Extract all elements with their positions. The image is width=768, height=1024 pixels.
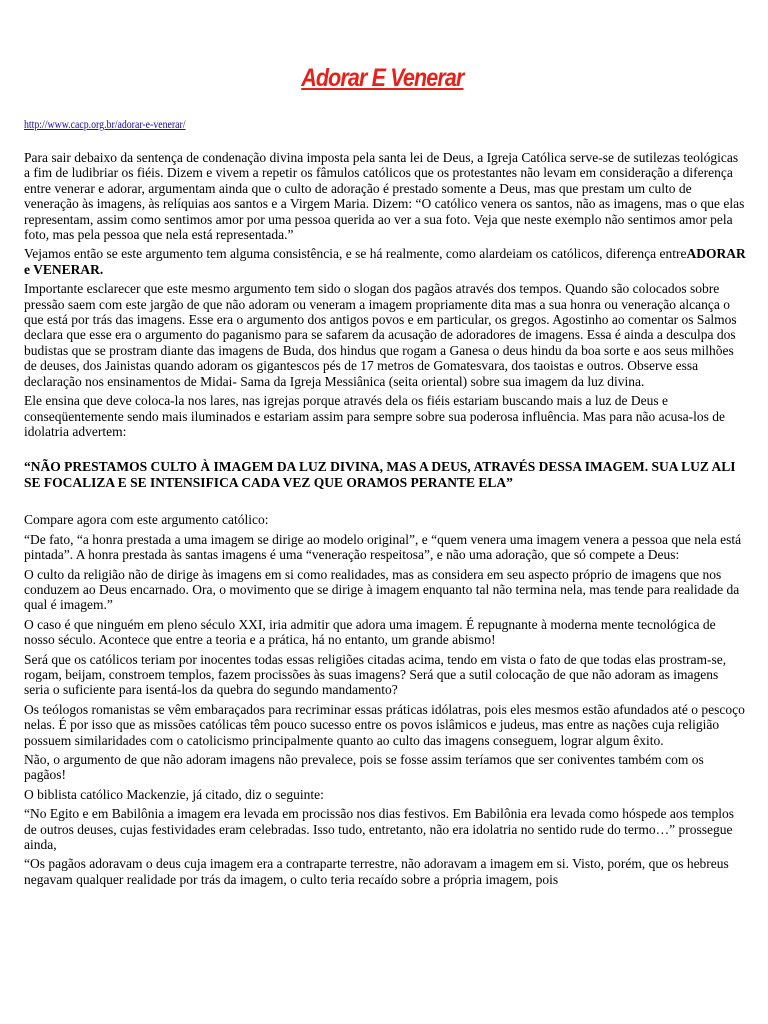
- bold-phrase: ADORAR e VENERAR.: [24, 246, 746, 277]
- paragraph-text: Vejamos então se este argumento tem alguma consistência, e se há realmente, como alardeiam os católicos, diferença entre: [24, 246, 687, 262]
- paragraph: “Os pagãos adoravam o deus cuja imagem era a contraparte terrestre, não adoravam a imagem em si. Visto, porém, que os hebreus negavam qualquer realidade por trás da imagem, o culto teria recaído sobre a própria imagem, pois: [24, 856, 729, 887]
- paragraph: O culto da religião não de dirige às imagens em si como realidades, mas as considera em seu aspecto próprio de imagens que nos conduzem ao Deus encarnado. Ora, o movimento que se dirige à imagem enquanto tal não termina nela, mas tende para realidade da qual é imagem.”: [24, 566, 740, 613]
- paragraph: Para sair debaixo da sentença de condenação divina imposta pela santa lei de Deus, a Igreja Católica serve-se de sutilezas teológicas a fim de ludibriar os fiéis. Dizem e vivem a repetir os fâmulos católicos que os protestantes não levam em consideração a diferença entre venerar e adorar, argumentam ainda que o culto de adoração é prestado somente a Deus, mas que prestam um culto de veneração às imagens, às relíquias aos santos e a Virgem Maria. Dizem: “O católico venera os santos, não as imagens, mas o que elas representam, assim como sentimos amor por uma pessoa querida ao ver a sua foto. Veja que neste exemplo não sentimos amor pela foto, mas pela pessoa que nela está representada.”: [24, 150, 745, 243]
- paragraph: [24, 246, 746, 277]
- source-link[interactable]: http://www.cacp.org.br/adorar-e-venerar/: [24, 117, 186, 131]
- title-text: Adorar E Venerar: [300, 64, 464, 92]
- paragraph: Compare agora com este argumento católico:: [24, 512, 269, 528]
- paragraph: O biblista católico Mackenzie, já citado, diz o seguinte:: [24, 786, 324, 802]
- quote-caps: “NÃO PRESTAMOS CULTO À IMAGEM DA LUZ DIVINA, MAS A DEUS, ATRAVÉS DESSA IMAGEM. SUA LUZ ALI SE FOCALIZA E SE INTENSIFICA CADA VEZ QUE ORAMOS PERANTE ELA”: [24, 459, 736, 490]
- paragraph: Os teólogos romanistas se vêm embaraçados para recriminar essas práticas idólatras, pois eles mesmos estão afundados até o pescoço nelas. É por isso que as missões católicas têm pouco sucesso entre os povos islâmicos e judeus, mas entre as nações cuja religião possuem similaridades com o catolicismo principalmente quanto ao culto das imagens conseguem, lograr algum êxito.: [24, 701, 745, 748]
- paragraph: “No Egito e em Babilônia a imagem era levada em procissão nos dias festivos. Em Babilônia era levada como hóspede aos templos de outros deuses, cujas festividades eram celebradas. Isso tudo, entretanto, não era idolatria no sentido rude do termo…” prossegue ainda,: [24, 806, 735, 853]
- paragraph: Será que os católicos teriam por inocentes todas essas religiões citadas acima, tendo em vista o fato de que todas elas prostram-se, rogam, beijam, constroem templos, fazem procissões às suas imagens? Será que a sutil colocação de que não adoram as imagens seria o suficiente para isentá-los da quebra do segundo mandamento?: [24, 651, 727, 698]
- paragraph: O caso é que ninguém em pleno século XXI, iria admitir que adora uma imagem. É repugnante à moderna mente tecnológica de nosso século. Acontece que entre a teoria e a prática, há no entanto, um grande abismo!: [24, 616, 716, 648]
- paragraph: Importante esclarecer que este mesmo argumento tem sido o slogan dos pagãos através dos tempos. Quando são colocados sobre pressão saem com este jargão de que não adoram ou veneram a imagem propriamente dita mas a sua honra ou veneração alcança o que está por trás das imagens. Esse era o argumento dos antigos povos e em particular, os gregos. Agostinho ao comentar os Salmos declara que esse era o argumento do paganismo para se safarem da acusação de adoradores de imagens. Essa é ainda a desculpa dos budistas que se prostram diante das imagens de Buda, dos hindus que rogam a Ganesa o deus hindu da boa sorte e aos seus milhões de deuses, dos Jainistas quando adoram os gigantescos pés de 17 metros de Gomatesvara, dos taoistas e outros. Observe essa declaração nos ensinamentos de Midai- Sama da Igreja Messiânica (seita oriental) sobre sua imagem da luz divina.: [24, 281, 737, 389]
- paragraph: “De fato, “a honra prestada a uma imagem se dirige ao modelo original”, e “quem venera uma imagem venera a pessoa que nela está pintada”. A honra prestada às santas imagens é uma “veneração respeitosa”, e não uma adoração, que só compete a Deus:: [24, 531, 742, 563]
- document-title: [0, 64, 764, 93]
- paragraph: Não, o argumento de que não adoram imagens não prevalece, pois se fosse assim teríamos que ser coniventes também com os pagãos!: [24, 752, 704, 783]
- paragraph: Ele ensina que deve coloca-la nos lares, nas igrejas porque através dela os fiéis estariam buscando mais a luz de Deus e conseqüentemente sendo mais iluminados e estariam assim para sempre sobre sua poderosa influência. Mas para não acusa-los de idolatria advertem:: [24, 393, 726, 439]
- document-body: [24, 150, 746, 891]
